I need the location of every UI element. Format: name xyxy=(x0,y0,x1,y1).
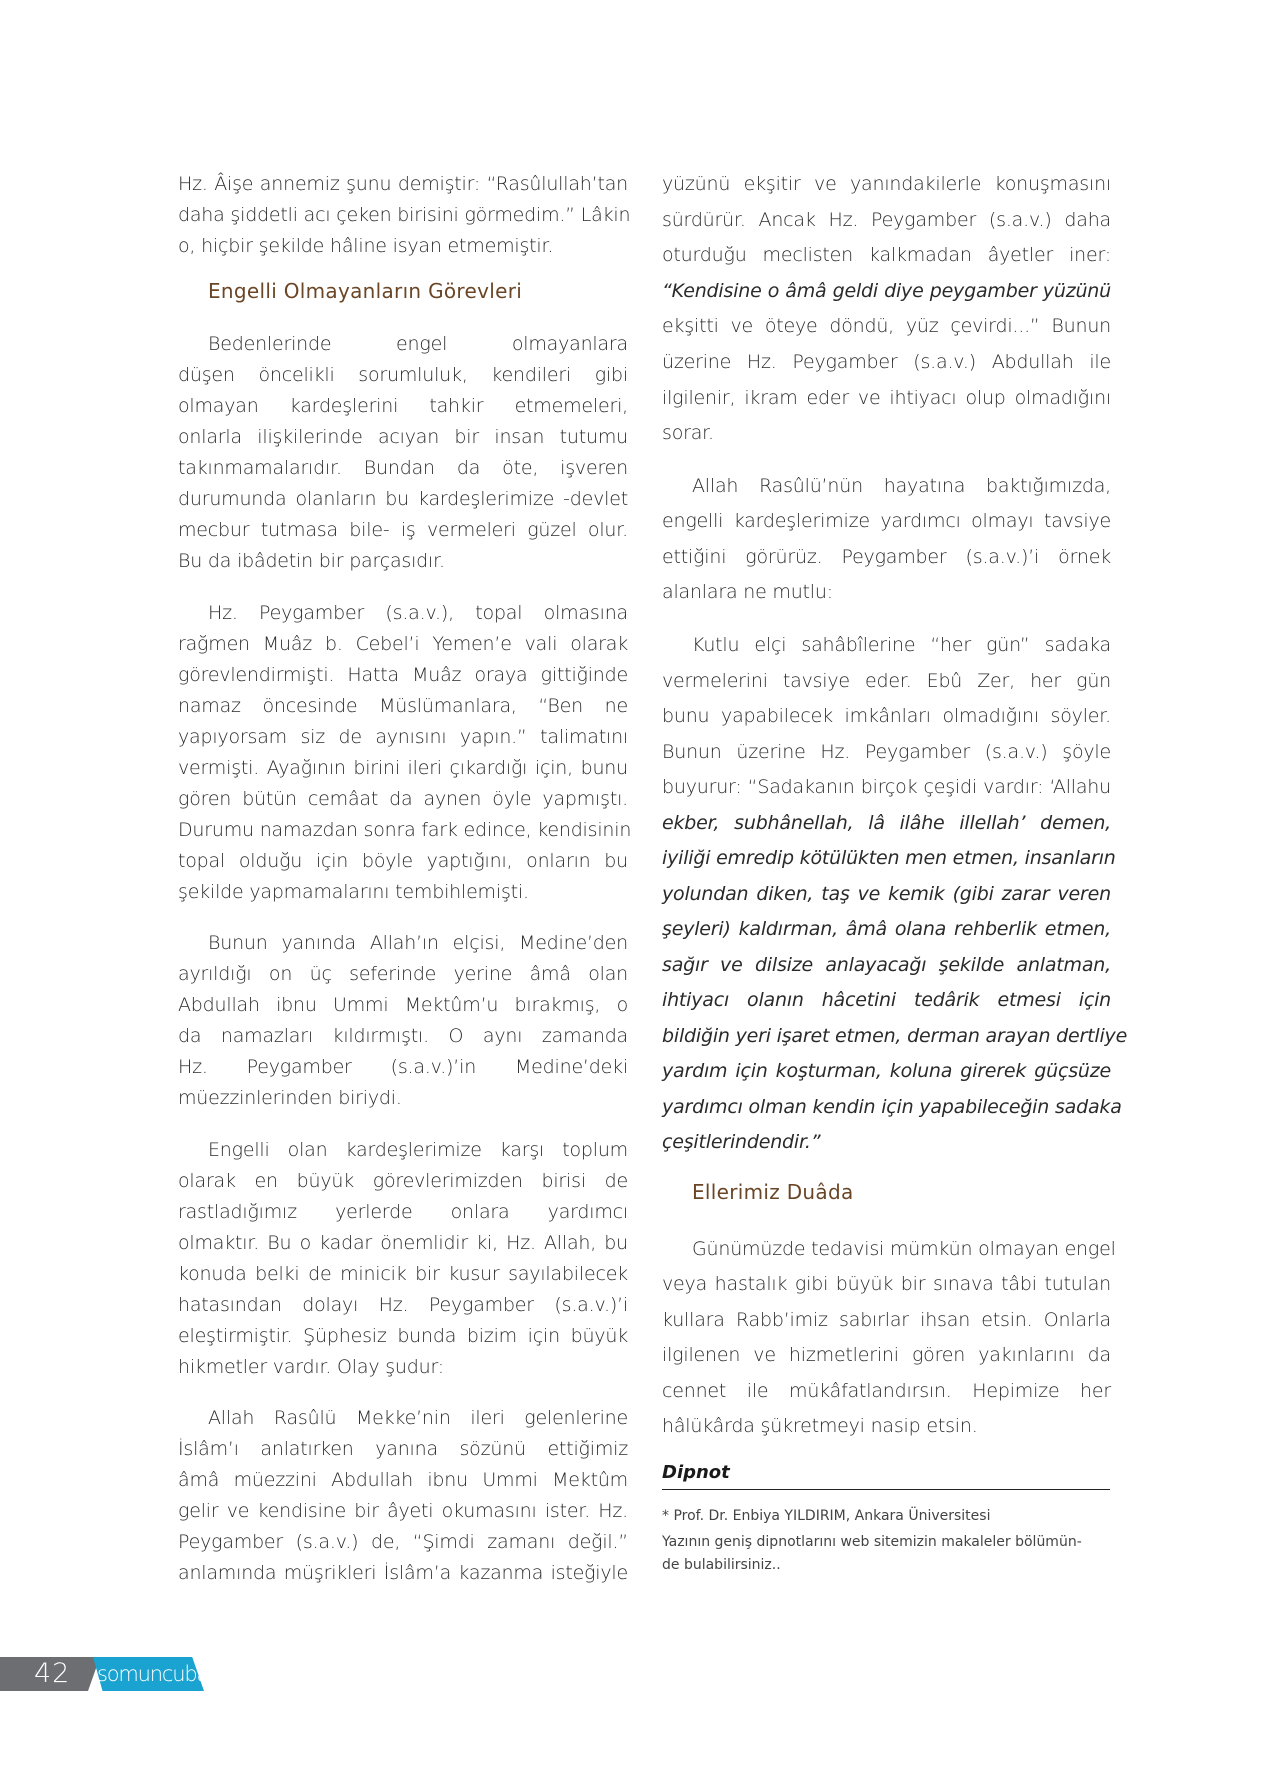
text-line: ekşitti ve öteye döndü, yüz çevirdi...” Bunun xyxy=(662,315,1111,337)
quote-line: “Kendisine o âmâ geldi diye peygamber yüzünü xyxy=(662,280,1111,302)
quote-line: şeyleri) kaldırman, âmâ olana rehberlik etmen, xyxy=(662,918,1111,940)
text-line: yüzünü ekşitir ve yanındakilerle konuşmasını xyxy=(662,173,1111,195)
text-line: yapıyorsam siz de aynısını yapın.” talimatını xyxy=(178,726,628,748)
quote-line: ihtiyacı olanın hâcetini tedârik etmesi için xyxy=(662,989,1111,1011)
text-line: âmâ müezzini Abdullah ibnu Ummi Mektûm xyxy=(178,1469,628,1491)
text-line: gelir ve kendisine bir âyeti okumasını ister. Hz. xyxy=(178,1500,628,1522)
text-line: olarak en büyük görevlerimizden birisi de xyxy=(178,1170,628,1192)
quote-line: iyiliği emredip kötülükten men etmen, insanların xyxy=(662,847,1116,869)
text-line: durumunda olanların bu kardeşlerimize -devlet xyxy=(178,488,628,510)
text-line: Kutlu elçi sahâbîlerine “her gün” sadaka xyxy=(692,634,1111,656)
text-line: veya hastalık gibi büyük bir sınava tâbi tutulan xyxy=(662,1273,1111,1295)
text-line: o, hiçbir şekilde hâline isyan etmemiştir. xyxy=(178,235,554,257)
text-line: Hz. Peygamber (s.a.v.), topal olmasına xyxy=(208,602,628,624)
quote-line: yardım için koşturman, koluna girerek güçsüze xyxy=(662,1060,1111,1082)
footnote-divider xyxy=(662,1489,1110,1490)
text-line: Peygamber (s.a.v.) de, “Şimdi zamanı değil.” xyxy=(178,1531,628,1553)
text-line: Bunun üzerine Hz. Peygamber (s.a.v.) şöyle xyxy=(662,741,1111,763)
text-line: alanlara ne mutlu: xyxy=(662,581,833,603)
text-line: takınmamalarıdır. Bundan da öte, işveren xyxy=(178,457,628,479)
text-line: sürdürür. Ancak Hz. Peygamber (s.a.v.) daha xyxy=(662,209,1111,231)
quote-line: yolundan diken, taş ve kemik (gibi zarar veren xyxy=(662,883,1111,905)
section-heading: Ellerimiz Duâda xyxy=(692,1180,854,1204)
text-line: namaz öncesinde Müslümanlara, “Ben ne xyxy=(178,695,628,717)
text-line: ilgilenen ve hizmetlerini gören yakınlarını da xyxy=(662,1344,1111,1366)
text-line: oturduğu meclisten kalkmadan âyetler iner: xyxy=(662,244,1111,266)
text-line: mecbur tutmasa bile- iş vermeleri güzel olur. xyxy=(178,519,628,541)
text-line: daha şiddetli acı çeken birisini görmedim.” Lâkin xyxy=(178,204,631,226)
text-line: Bunun yanında Allah’ın elçisi, Medine’den xyxy=(208,932,628,954)
text-line: cennet ile mükâfatlandırsın. Hepimize her xyxy=(662,1380,1111,1402)
text-line: Allah Rasûlü’nün hayatına baktığımızda, xyxy=(692,475,1111,497)
text-line: sorar. xyxy=(662,422,714,444)
text-line: hatasından dolayı Hz. Peygamber (s.a.v.)’i xyxy=(178,1294,628,1316)
text-line: topal olduğu için böyle yaptığını, onların bu xyxy=(178,850,628,872)
text-line: ayrıldığı on üç seferinde yerine âmâ olan xyxy=(178,963,628,985)
footnote-author: * Prof. Dr. Enbiya YILDIRIM, Ankara Üniversitesi xyxy=(662,1508,991,1524)
footnote-title: Dipnot xyxy=(662,1462,730,1483)
text-line: ilgilenir, ikram eder ve ihtiyacı olup olmadığını xyxy=(662,387,1111,409)
text-line: Durumu namazdan sonra fark edince, kendisinin xyxy=(178,819,632,841)
quote-line: çeşitlerindendir.” xyxy=(662,1131,821,1153)
text-line: düşen öncelikli sorumluluk, kendileri gibi xyxy=(178,364,628,386)
text-line: olmayan kardeşlerini tahkir etmemeleri, xyxy=(178,395,628,417)
text-line: eleştirmiştir. Şüphesiz bunda bizim için büyük xyxy=(178,1325,628,1347)
footnote-note-line: Yazının geniş dipnotlarını web sitemizin makaleler bölümün- xyxy=(662,1534,1082,1550)
text-line: bunu yapabilecek imkânları olmadığını söyler. xyxy=(662,705,1111,727)
text-line: hâlükârda şükretmeyi nasip etsin. xyxy=(662,1415,978,1437)
quote-line: ekber, subhânellah, lâ ilâhe illellah’ demen, xyxy=(662,812,1111,834)
text-line: rağmen Muâz b. Cebel’i Yemen’e vali olarak xyxy=(178,633,628,655)
page-number: 42 xyxy=(34,1658,71,1689)
text-line: buyurur: “Sadakanın birçok çeşidi vardır: ‘Allahu xyxy=(662,776,1111,798)
text-line: görevlendirmişti. Hatta Muâz oraya gittiğinde xyxy=(178,664,628,686)
quote-line: yardımcı olman kendin için yapabileceğin sadaka xyxy=(662,1096,1122,1118)
text-line: şekilde yapmamalarını tembihlemişti. xyxy=(178,881,529,903)
footnote-note-line: de bulabilirsiniz.. xyxy=(662,1557,781,1573)
text-line: da namazları kıldırmıştı. O aynı zamanda xyxy=(178,1025,628,1047)
text-line: onlarla ilişkilerinde acıyan bir insan tutumu xyxy=(178,426,628,448)
text-line: kullara Rabb’imiz sabırlar ihsan etsin. Onlarla xyxy=(662,1309,1111,1331)
text-line: Bedenlerinde engel olmayanlara xyxy=(208,333,628,355)
text-line: anlamında müşrikleri İslâm’a kazanma isteğiyle xyxy=(178,1562,628,1584)
text-line: vermelerini tavsiye eder. Ebû Zer, her gün xyxy=(662,670,1111,692)
text-line: İslâm’ı anlatırken yanına sözünü ettiğimiz xyxy=(178,1438,628,1460)
text-line: Hz. Âişe annemiz şunu demiştir: “Rasûlullah’tan xyxy=(178,173,628,195)
text-line: Bu da ibâdetin bir parçasıdır. xyxy=(178,550,445,572)
text-line: engelli kardeşlerimize yardımcı olmayı tavsiye xyxy=(662,510,1111,532)
text-line: ettiğini görürüz. Peygamber (s.a.v.)’i örnek xyxy=(662,546,1111,568)
quote-line: bildiğin yeri işaret etmen, derman arayan dertliye xyxy=(662,1025,1128,1047)
text-line: rastladığımız yerlerde onlara yardımcı xyxy=(178,1201,628,1223)
text-line: gören bütün cemâat da aynen öyle yapmıştı. xyxy=(178,788,628,810)
text-line: Abdullah ibnu Ummi Mektûm’u bırakmış, o xyxy=(178,994,628,1016)
section-heading: Engelli Olmayanların Görevleri xyxy=(208,279,523,303)
text-line: vermişti. Ayağının birini ileri çıkardığı için, bunu xyxy=(178,757,628,779)
text-line: Hz. Peygamber (s.a.v.)’in Medine’deki xyxy=(178,1056,628,1078)
quote-line: sağır ve dilsize anlayacağı şekilde anlatman, xyxy=(662,954,1111,976)
text-line: üzerine Hz. Peygamber (s.a.v.) Abdullah ile xyxy=(662,351,1111,373)
text-line: olmaktır. Bu o kadar önemlidir ki, Hz. Allah, bu xyxy=(178,1232,628,1254)
text-line: Engelli olan kardeşlerimize karşı toplum xyxy=(208,1139,628,1161)
text-line: Günümüzde tedavisi mümkün olmayan engel xyxy=(692,1238,1116,1260)
text-line: müezzinlerinden biriydi. xyxy=(178,1087,402,1109)
text-line: hikmetler vardır. Olay şudur: xyxy=(178,1356,444,1378)
brand-logo-text: somuncubaba xyxy=(97,1662,232,1686)
text-line: konuda belki de minicik bir kusur sayılabilecek xyxy=(178,1263,628,1285)
text-line: Allah Rasûlü Mekke’nin ileri gelenlerine xyxy=(208,1407,628,1429)
